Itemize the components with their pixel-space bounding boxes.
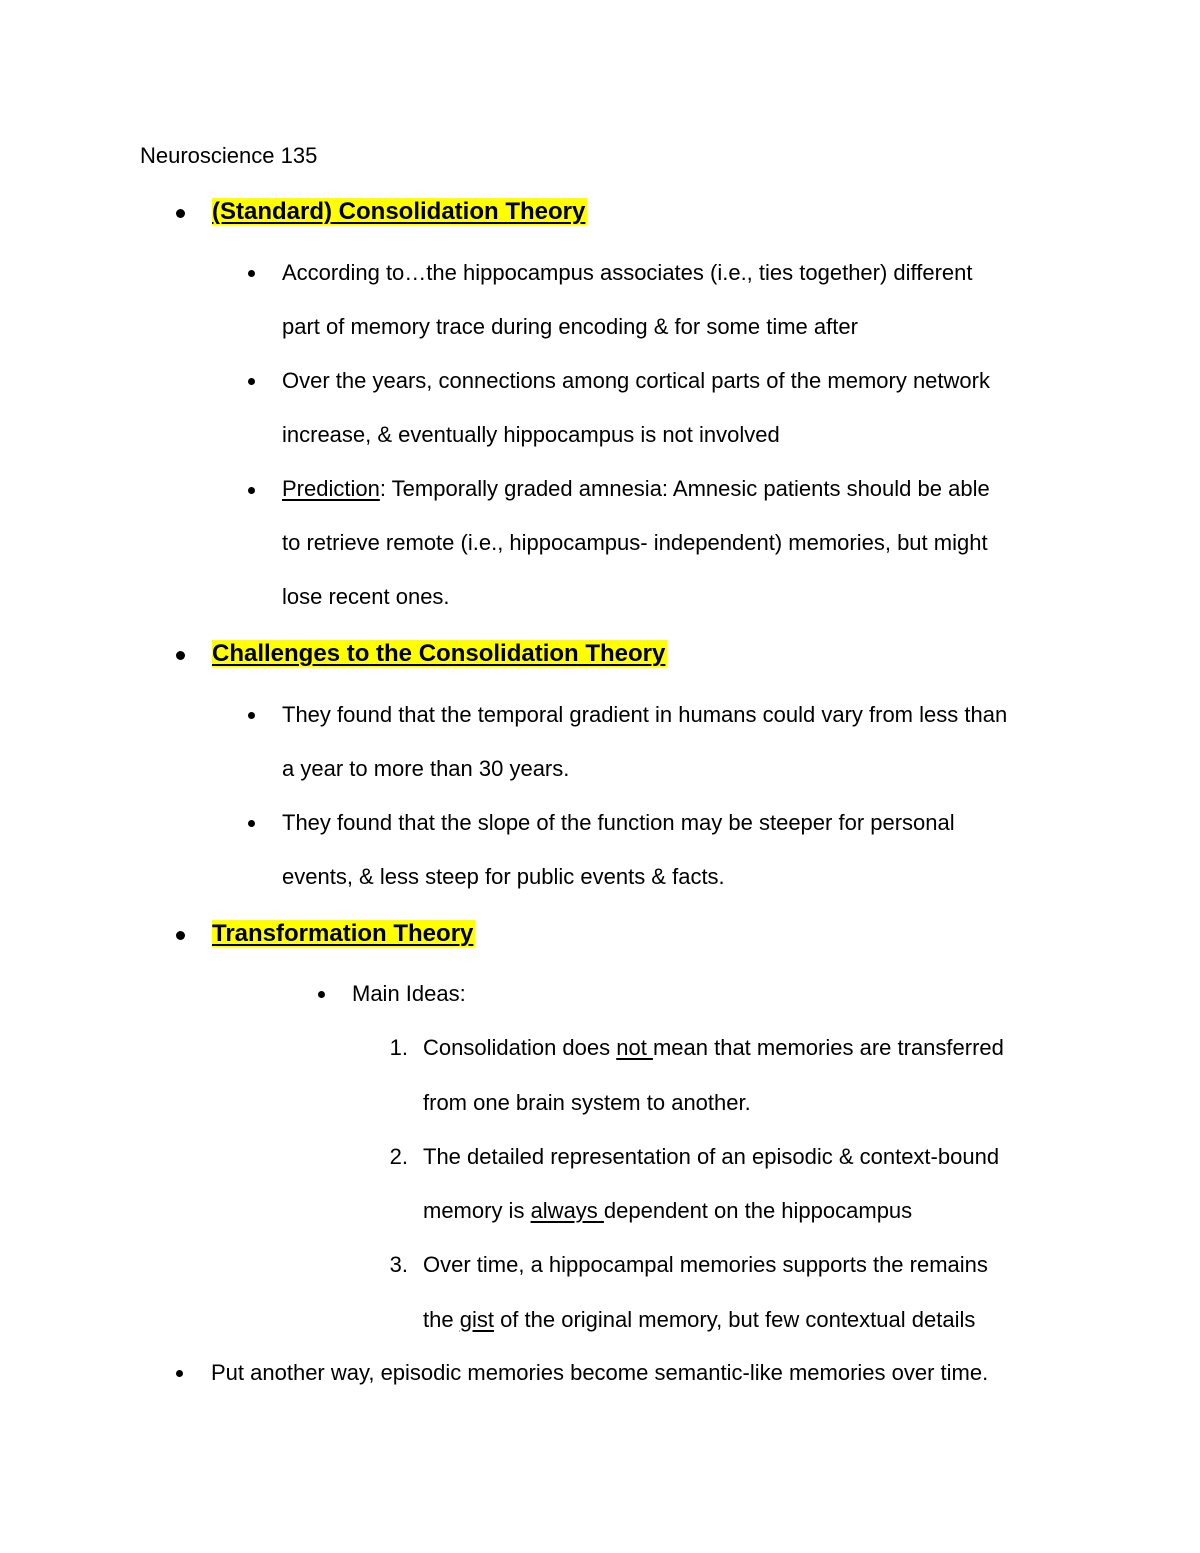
text-segment: memory is (423, 1198, 531, 1223)
bullet-dot (176, 1370, 183, 1377)
numbered-item-line (423, 1305, 975, 1335)
numbered-item-line (423, 1033, 1004, 1063)
list-item-line: They found that the temporal gradient in humans could vary from less than (282, 702, 1008, 727)
bullet-dot (176, 651, 185, 660)
list-item-line: to retrieve remote (i.e., hippocampus- independent) memories, but might (282, 530, 988, 555)
underlined-text: always (530, 1198, 604, 1223)
list-item-line: According to…the hippocampus associates (i.e., ties together) different (282, 260, 973, 285)
text-segment: the (423, 1307, 460, 1332)
list-item-line: events, & less steep for public events & facts. (282, 864, 725, 889)
numbered-item-line (423, 1196, 912, 1226)
highlighted-heading-text: (Standard) Consolidation Theory (212, 198, 586, 225)
section-heading-consolidation (212, 196, 587, 228)
highlighted-heading-text: Transformation Theory (212, 920, 474, 947)
list-item-line (282, 474, 990, 504)
bullet-dot (248, 378, 255, 385)
underlined-text: not (616, 1035, 653, 1060)
list-item-line: increase, & eventually hippocampus is not involved (282, 422, 780, 447)
list-item-line: a year to more than 30 years. (282, 756, 570, 781)
bullet-dot (176, 931, 185, 940)
text-segment: of the original memory, but few contextual details (493, 1307, 976, 1332)
list-item-line: They found that the slope of the function may be steeper for personal (282, 810, 955, 835)
prediction-text: : Temporally graded amnesia: Amnesic patients should be able (379, 476, 990, 501)
text-segment: Consolidation does (423, 1035, 617, 1060)
list-number: 1. (389, 1035, 408, 1060)
section-heading-transformation (212, 918, 475, 950)
bullet-dot (248, 820, 255, 827)
underlined-text: gist (459, 1307, 494, 1332)
main-ideas-label: Main Ideas: (352, 981, 466, 1006)
section-heading-challenges (212, 638, 667, 670)
bullet-dot (318, 991, 325, 998)
bullet-dot (248, 270, 255, 277)
list-item-line: lose recent ones. (282, 584, 450, 609)
document-title: Neuroscience 135 (140, 143, 318, 168)
list-item-line: part of memory trace during encoding & for some time after (282, 314, 858, 339)
bullet-dot (176, 209, 185, 218)
list-item-line: Over the years, connections among cortical parts of the memory network (282, 368, 990, 393)
list-number: 3. (389, 1252, 408, 1277)
highlighted-heading-text: Challenges to the Consolidation Theory (212, 640, 666, 667)
closing-line: Put another way, episodic memories become semantic-like memories over time. (211, 1360, 989, 1385)
list-number: 2. (389, 1144, 408, 1169)
bullet-dot (248, 712, 255, 719)
prediction-label: Prediction (282, 476, 380, 501)
text-segment: mean that memories are transferred (652, 1035, 1004, 1060)
numbered-item-line: The detailed representation of an episodic & context-bound (423, 1144, 1000, 1169)
numbered-item-line: Over time, a hippocampal memories supports the remains (423, 1252, 988, 1277)
numbered-item-line: from one brain system to another. (423, 1090, 751, 1115)
text-segment: dependent on the hippocampus (603, 1198, 913, 1223)
bullet-dot (248, 487, 255, 494)
